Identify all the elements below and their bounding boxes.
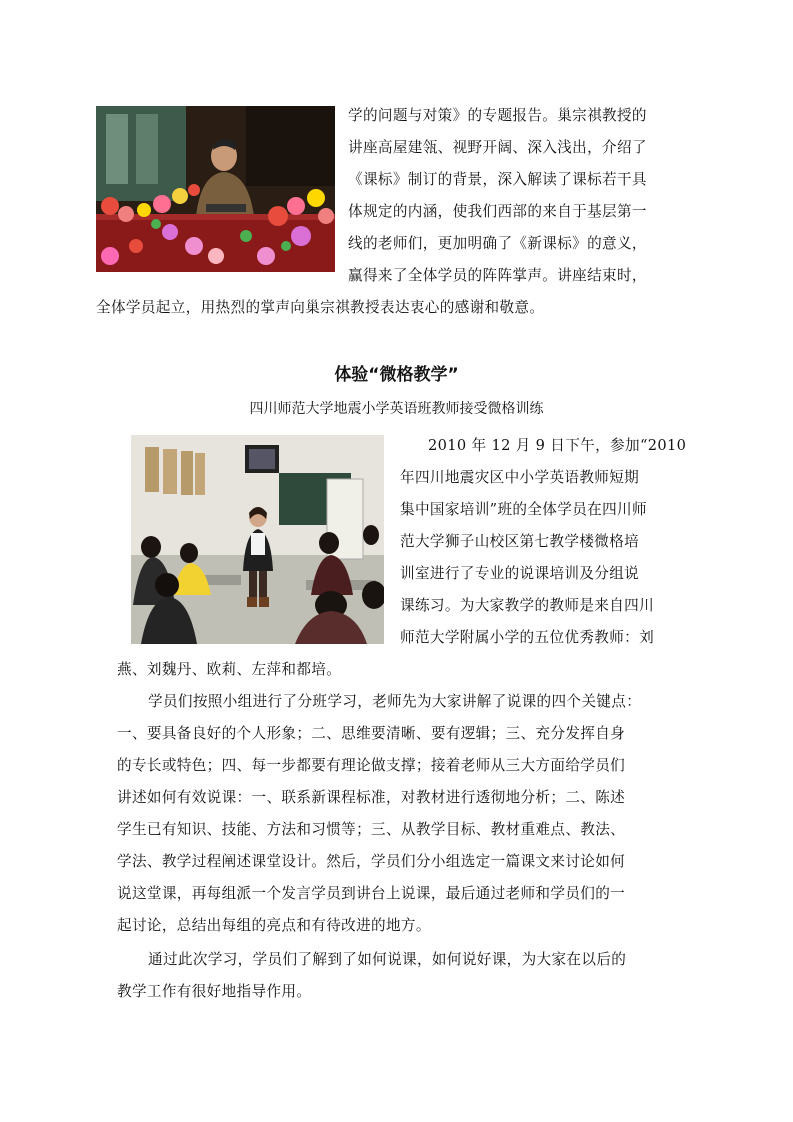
classroom-photo	[131, 435, 384, 644]
section-subtitle: 四川师范大学地震小学英语班教师接受微格训练	[249, 401, 544, 417]
para2-line-6: 学法、教学过程阐述课堂设计。然后，学员们分小组选定一篇课文来讨论如何	[117, 853, 626, 870]
intro-line-7: 师范大学附属小学的五位优秀教师：刘	[400, 629, 655, 646]
intro-line-8: 燕、刘魏丹、欧莉、左萍和都培。	[117, 661, 342, 678]
para2-line-7: 说这堂课，再每组派一个发言学员到讲台上说课，最后通过老师和学员们的一	[117, 885, 626, 902]
para2-line-8: 起讨论，总结出每组的亮点和有待改进的地方。	[117, 917, 431, 934]
intro-line-1: 2010 年 12 月 9 日下午，参加“2010	[428, 437, 687, 454]
section1-line-3: 《课标》制订的背景，深入解读了课标若干具	[348, 171, 647, 188]
para2-line-1: 学员们按照小组进行了分班学习，老师先为大家讲解了说课的四个关键点：	[148, 693, 642, 710]
lecture-photo	[96, 106, 335, 272]
para2-line-5: 学生已有知识、技能、方法和习惯等；三、从教学目标、教材重难点、教法、	[117, 821, 626, 838]
para3-line-2: 教学工作有很好地指导作用。	[117, 983, 312, 1000]
section-title: 体验“微格教学”	[334, 365, 459, 385]
section1-line-5: 线的老师们，更加明确了《新课标》的意义，	[348, 235, 647, 252]
intro-line-5: 训室进行了专业的说课培训及分组说	[400, 565, 640, 582]
para2-line-2: 一、要具备良好的个人形象；二、思维要清晰、要有逻辑；三、充分发挥自身	[117, 725, 626, 742]
section1-line-1: 学的问题与对策》的专题报告。巢宗祺教授的	[348, 107, 647, 124]
section1-line-6: 赢得来了全体学员的阵阵掌声。讲座结束时，	[348, 267, 647, 284]
section1-line-4: 体规定的内涵，使我们西部的来自于基层第一	[348, 203, 647, 220]
para3-line-1: 通过此次学习，学员们了解到了如何说课，如何说好课，为大家在以后的	[148, 951, 627, 968]
para2-line-4: 讲述如何有效说课：一、联系新课程标准，对教材进行透彻地分析；二、陈述	[117, 789, 626, 806]
intro-line-3: 集中国家培训”班的全体学员在四川师	[400, 501, 647, 518]
intro-line-2: 年四川地震灾区中小学英语教师短期	[400, 469, 640, 486]
section1-line-2: 讲座高屋建瓴、视野开阔、深入浅出，介绍了	[348, 139, 647, 156]
section1-line-7: 全体学员起立，用热烈的掌声向巢宗祺教授表达衷心的感谢和敬意。	[96, 299, 545, 316]
para2-line-3: 的专长或特色；四、每一步都要有理论做支撑；接着老师从三大方面给学员们	[117, 757, 626, 774]
intro-line-4: 范大学狮子山校区第七教学楼微格培	[400, 533, 640, 550]
intro-line-6: 课练习。为大家教学的教师是来自四川	[400, 597, 655, 614]
